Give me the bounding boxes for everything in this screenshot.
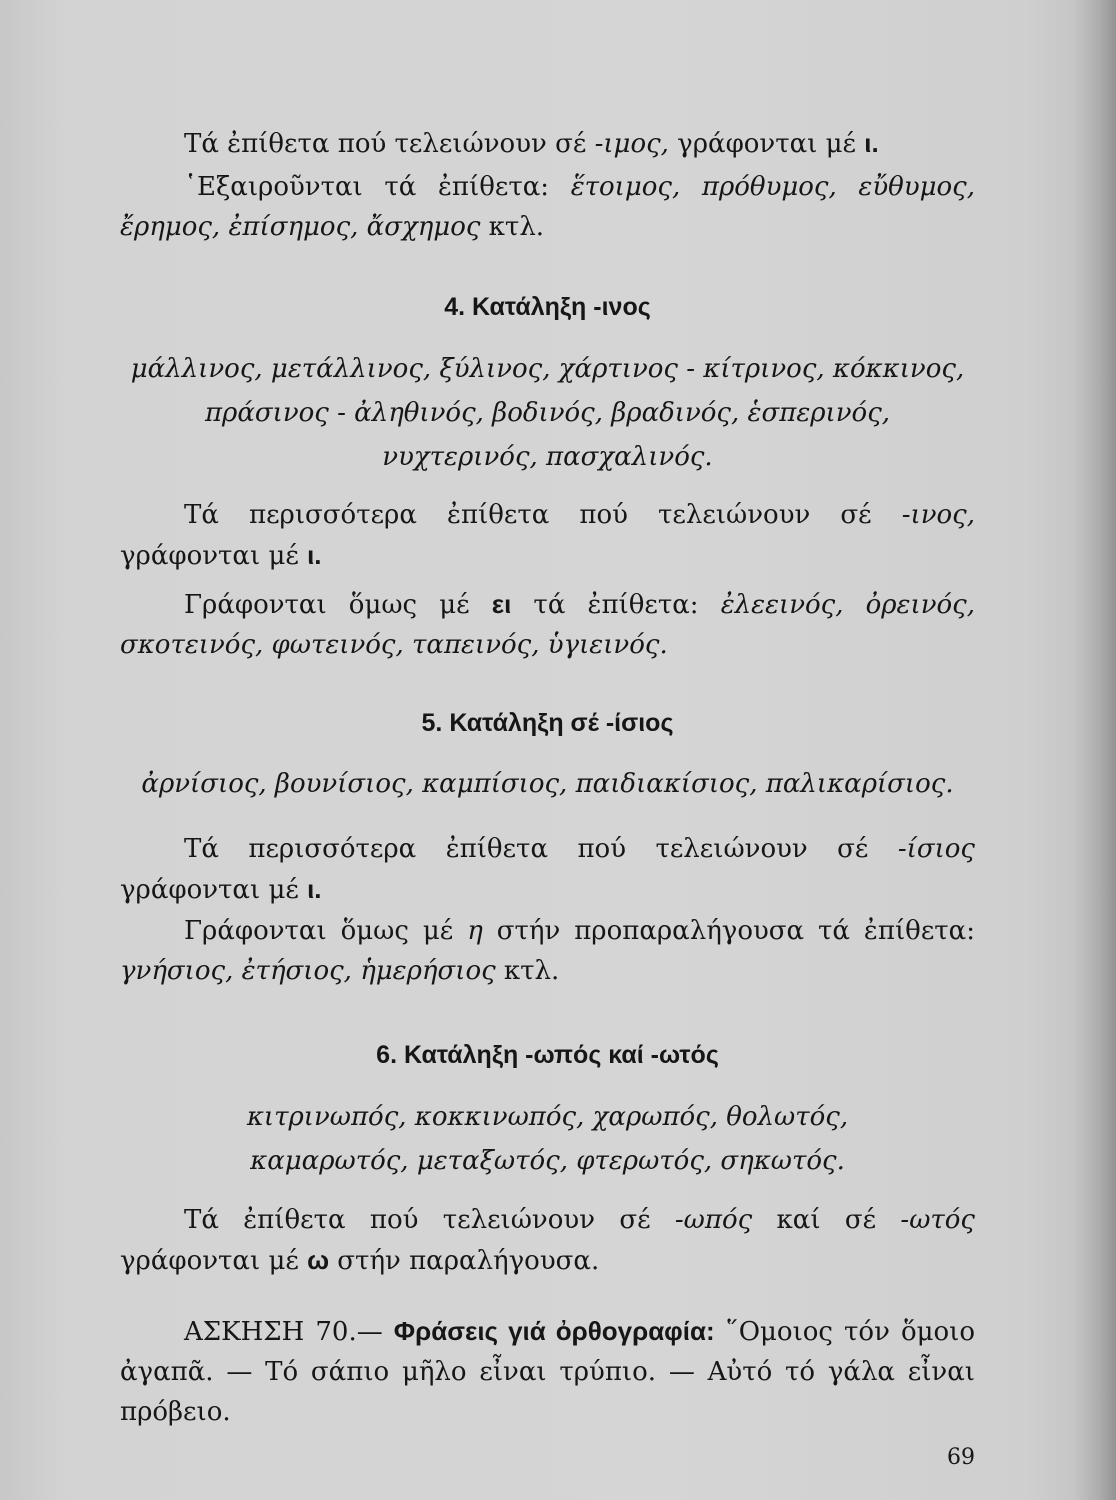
page-number: 69 [947,1445,975,1470]
suffix: -ινος, [901,500,975,530]
text: Τά περισσότερα ἐπίθετα πού τελειώνουν σέ [184,834,898,864]
paragraph-imos-rule [120,123,975,164]
exercise-70 [120,1311,975,1432]
text: Τά ἐπίθετα πού τελειώνουν σέ [184,1205,675,1235]
paragraph-inos-exception [120,584,975,665]
example-line: μάλλινος, μετάλλινος, ξύλινος, χάρτινος - κίτρινος, κόκκινος, [130,354,965,384]
section-4-examples [120,347,975,479]
section-6-examples [120,1095,975,1183]
text: τά ἐπίθετα: [511,590,721,620]
page-spine-shadow [1074,0,1116,1500]
example-line: πράσινος - ἀληθινός, βοδινός, βραδινός, ἑσπερινός, [204,398,891,428]
text: γράφονται μέ [668,129,865,159]
letter: ι. [307,874,322,904]
text: ῾Εξαιροῦνται τά ἐπίθετα: [184,172,571,202]
text: Γράφονται ὅμως μέ [184,590,492,620]
section-5-heading: 5. Κατάληξη σέ -ίσιος [421,709,674,737]
suffix: -ίσιος [897,834,975,864]
example-line: καμαρωτός, μεταξωτός, φτερωτός, σηκωτός. [250,1146,845,1176]
exercise-title: Φράσεις γιά ὀρθογραφία: [393,1316,715,1346]
exception-words: ἕτοιμος, πρόθυμος, εὔθυμος, ἔρημος, ἐπίσημος, ἄσχημος [120,172,976,242]
section-5-examples [120,762,975,806]
text: καί σέ [752,1205,901,1235]
text: γράφονται μέ [120,541,308,571]
section-4-heading: 4. Κατάληξη -ινος [444,293,651,321]
text: Τά περισσότερα ἐπίθετα πού τελειώνουν σέ [184,500,902,530]
paragraph-imos-exceptions [120,167,975,247]
text: στήν προπαραλήγουσα τά ἐπίθετα: [482,916,975,946]
text: γράφονται μέ [120,1246,308,1276]
exception-words: γνήσιος, ἐτήσιος, ἡμερήσιος [120,956,496,986]
suffix: -ιμος, [594,129,669,159]
paragraph-isios-exception [120,911,975,991]
suffix: -ωπός [674,1205,753,1235]
text: κτλ. [480,212,545,242]
exercise-label: ΑΣΚΗΣΗ 70.— [184,1317,394,1347]
text: κτλ. [495,956,560,986]
exception-words: ἐλεεινός, ὀρεινός, σκοτεινός, φωτεινός, ταπεινός, ὑγιεινός. [120,590,975,660]
example-line: νυχτερινός, πασχαλινός. [382,442,713,472]
letter: ι. [307,540,322,570]
letter: η [467,916,483,946]
exercise-text: ῞Ομοιος τόν ὅμοιο ἀγαπᾶ. — Τό σάπιο μῆλο εἶναι τρύπιο. — Αὐτό τό γάλα εἶναι πρόβειο. [120,1317,975,1427]
text: Τά ἐπίθετα πού τελειώνουν σέ [184,129,595,159]
text: γράφονται μέ [120,875,308,905]
text: στήν παραλήγουσα. [329,1246,600,1276]
example-line: ἀρνίσιος, βουνίσιος, καμπίσιος, παιδιακίσιος, παλικαρίσιος. [141,769,954,799]
letter: ει [491,589,512,619]
paragraph-inos-rule [120,495,975,576]
letter: ι. [864,128,879,158]
section-6-heading: 6. Κατάληξη -ωπός καί -ωτός [376,1041,719,1069]
text: Γράφονται ὅμως μέ [184,916,468,946]
letter: ω [307,1245,330,1275]
example-line: κιτρινωπός, κοκκινωπός, χαρωπός, θολωτός, [246,1102,849,1132]
paragraph-opos-otos-rule [120,1200,975,1281]
paragraph-isios-rule [120,829,975,910]
suffix: -ωτός [900,1205,975,1235]
